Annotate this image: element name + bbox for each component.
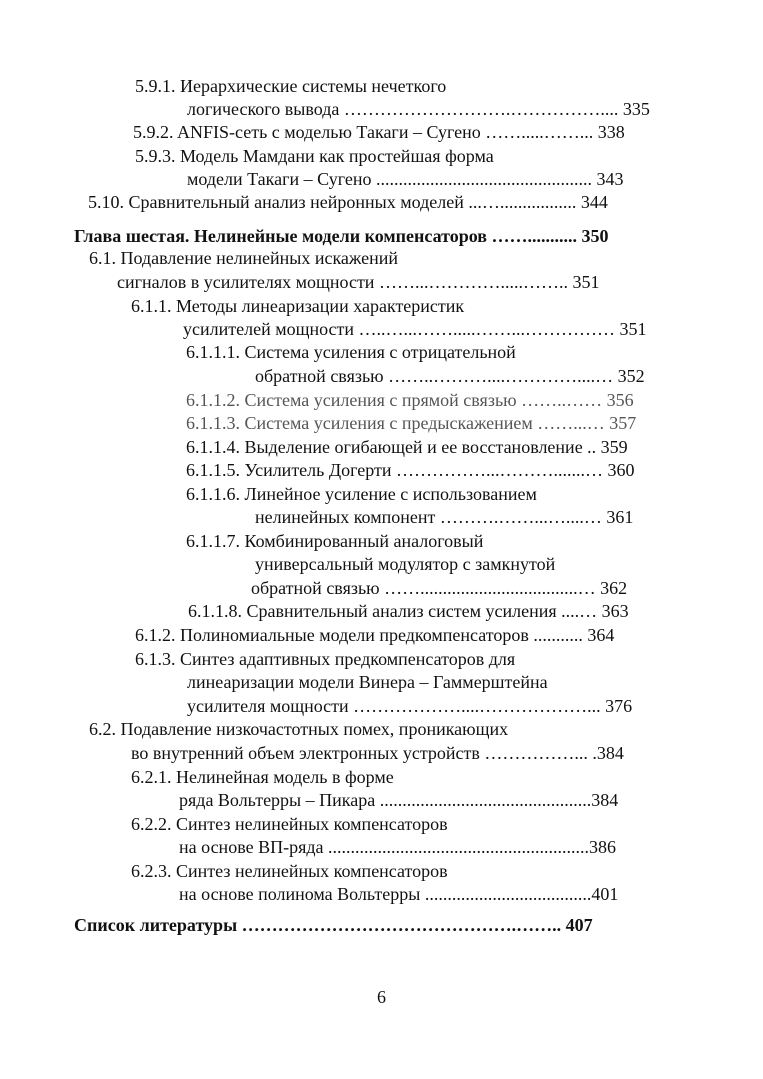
toc-entry: 5.9.1. Иерархические системы нечеткого [135, 76, 447, 96]
toc-entry: сигналов в усилителях мощности ……...………….....…….. 351 [117, 272, 600, 292]
toc-entry: 6.2.1. Нелинейная модель в форме [131, 767, 394, 787]
toc-entry: на основе полинома Вольтерры .....................................401 [179, 884, 619, 904]
toc-entry: 6.1.2. Полиномиальные модели предкомпенсаторов ........... 364 [135, 625, 615, 645]
toc-entry: 6.1.1.1. Система усиления с отрицательной [186, 342, 516, 362]
toc-entry: 5.9.2. ANFIS-сеть с моделью Такаги – Сугено …….....……... 338 [133, 122, 625, 142]
toc-entry: модели Такаги – Сугено ................................................ 343 [187, 169, 624, 189]
toc-entry: 6.1.1.4. Выделение огибающей и ее восстановление .. 359 [186, 437, 628, 457]
toc-entry: 5.10. Сравнительный анализ нейронных моделей ...…................. 344 [88, 192, 608, 212]
toc-entry: 6.1.3. Синтез адаптивных предкомпенсаторов для [135, 649, 516, 669]
toc-entry: универсальный модулятор с замкнутой [255, 554, 556, 574]
toc-entry: 6.2. Подавление низкочастотных помех, проникающих [89, 719, 509, 739]
toc-references [74, 914, 593, 936]
toc-entry: обратной связью ……..………....…………....… 352 [255, 366, 645, 386]
toc-entry: 6.1.1.7. Комбинированный аналоговый [186, 531, 484, 551]
toc-chapter-heading: Глава шестая. Нелинейные модели компенсаторов ……........... 350 [74, 226, 609, 246]
toc-entry: 6.1.1.2. Система усиления с прямой связью ……..…… 356 [186, 390, 634, 410]
toc-entry: линеаризации модели Винера – Гаммерштейна [187, 672, 548, 692]
toc-entry: 6.2.3. Синтез нелинейных компенсаторов [131, 861, 448, 881]
page-number: 6 [377, 987, 386, 1007]
toc-entry: 6.1.1. Методы линеаризации характеристик [131, 296, 465, 316]
toc-entry: 6.1.1.3. Система усиления с предыскажением ……...… 357 [186, 413, 637, 433]
toc-entry: на основе ВП-ряда ..........................................................386 [179, 837, 617, 857]
toc-entry: обратной связью ……...................................… 362 [251, 578, 628, 598]
toc-entry: 6.2.2. Синтез нелинейных компенсаторов [131, 814, 448, 834]
toc-entry: 6.1.1.6. Линейное усиление с использованием [186, 484, 537, 504]
toc-entry: 6.1.1.8. Сравнительный анализ систем усиления ....… 363 [188, 601, 629, 621]
toc-entry: усилителя мощности ………………....………………... 376 [187, 696, 633, 716]
toc-entry: во внутренний объем электронных устройств ……………... .384 [131, 743, 624, 763]
toc-entry: 5.9.3. Модель Мамдани как простейшая форма [135, 146, 494, 166]
toc-entry: 6.1. Подавление нелинейных искажений [89, 248, 399, 268]
toc-entry: усилителей мощности …..…...…….....……...…………… 351 [183, 319, 647, 339]
references-title: Список литературы ……………………………………….…….. 407 [74, 915, 593, 935]
toc-entry: ряда Вольтерры – Пикара ...............................................384 [179, 790, 619, 810]
toc-entry: 6.1.1.5. Усилитель Догерти ……………...……….......… 360 [186, 460, 635, 480]
toc-entry: логического вывода ……………………….…………….... 335 [187, 99, 650, 119]
toc-entry: нелинейных компонент ……….……...…....… 361 [255, 507, 634, 527]
